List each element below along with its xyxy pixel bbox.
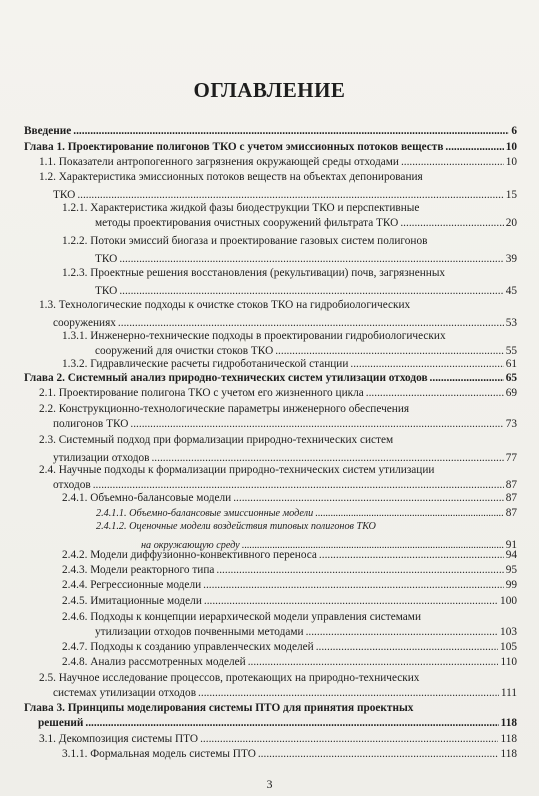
toc-entry-title: 2.4.2. Модели диффузионно-конвективного переноса [62,549,317,561]
toc-entry-2-4-1-1[interactable] [96,507,517,520]
toc-entry-introduction[interactable] [24,125,517,138]
leader-dots [306,626,498,639]
toc-entry-page: 73 [505,418,517,430]
toc-entry-2-4-8[interactable] [62,656,517,669]
toc-entry-1-2-3[interactable] [62,267,517,298]
toc-entry-title-line2: ТКО [95,253,118,265]
toc-entry-page: 110 [500,656,517,668]
toc-entry-title-line2: сооружений для очистки стоков ТКО [95,345,274,357]
toc-entry-title: 2.1. Проектирование полигона ТКО с учетом его жизненного цикла [39,387,364,399]
toc-title: ОГЛАВЛЕНИЕ [193,78,346,102]
toc-entry-title-line2: утилизации отходов [53,452,150,464]
toc-entry-2-5[interactable] [39,672,517,700]
toc-entry-page: 100 [500,595,517,607]
leader-dots [316,641,498,654]
toc-entry-title-line1: 1.2.3. Проектные решения восстановления (рекультивации) почв, загрязненных [62,267,446,279]
leader-dots [366,387,504,400]
toc-entry-page: 45 [505,285,517,297]
toc-entry-2-4-5[interactable] [62,595,517,608]
toc-entry-3-1[interactable] [39,733,517,746]
leader-dots [119,285,503,298]
toc-entry-chapter-2[interactable] [24,372,517,385]
toc-entry-title-line1: 1.3.1. Инженерно-технические подходы в проектировании гидробиологических [62,330,446,342]
toc-entry-page: 10 [505,156,517,168]
toc-entry-1-2[interactable] [39,171,517,202]
toc-entry-page: 87 [505,492,517,504]
toc-entry-page: 61 [505,358,517,370]
toc-entry-title-line2: ТКО [53,189,76,201]
toc-entry-page: 99 [505,579,517,591]
toc-entry-title-line2: методы проектирования очистных сооружений фильтрата ТКО [95,217,399,229]
toc-entry-page: 77 [505,452,517,464]
toc-entry-title: 1.1. Показатели антропогенного загрязнения окружающей среды отходами [39,156,399,168]
toc-entry-title: 2.4.7. Подходы к созданию управленческих моделей [62,641,314,653]
leader-dots [216,564,503,577]
toc-entry-1-2-1[interactable] [62,202,517,230]
toc-entry-2-4[interactable] [39,464,517,492]
toc-entry-title-line2: утилизации отходов почвенными методами [95,626,304,638]
toc-entry-page: 6 [511,125,517,137]
toc-entry-1-3-2[interactable] [62,358,517,371]
toc-entry-title-line2: отходов [53,479,91,491]
toc-entry-title: 3.1. Декомпозиция системы ПТО [39,733,199,745]
toc-entry-page: 91 [505,539,517,551]
toc-entry-page: 69 [505,387,517,399]
toc-entry-title-line1: 2.4.1.2. Оценочные модели воздействия типовых полигонов ТКО [96,521,376,532]
toc-entry-title-line1: 1.2.2. Потоки эмиссий биогаза и проектирование газовых систем полигонов [62,235,428,247]
toc-entry-2-4-2[interactable] [62,549,517,562]
toc-entry-3-1-1[interactable] [62,748,517,761]
toc-entry-page: 118 [500,717,517,729]
toc-entry-title-line1: 1.2. Характеристика эмиссионных потоков веществ на объектах депонирования [39,171,423,183]
toc-entry-title-line2: полигонов ТКО [53,418,129,430]
toc-entry-title: 2.4.5. Имитационные модели [62,595,202,607]
leader-dots [119,253,503,266]
leader-dots [204,595,498,608]
toc-entry-title-line1: 2.3. Системный подход при формализации природно-технических систем [39,434,394,446]
toc-entry-page: 87 [505,507,517,519]
toc-entry-page: 39 [505,253,517,265]
leader-dots [350,358,503,371]
toc-entry-title-line1: 2.5. Научное исследование процессов, протекающих на природно-технических [39,672,420,684]
toc-entry-page: 65 [505,372,517,384]
toc-entry-1-1[interactable] [39,156,517,169]
leader-dots [258,748,499,761]
toc-entry-title: 2.4.1.1. Объемно-балансовые эмиссионные модели [96,508,314,519]
toc-entry-title: 1.3.2. Гидравлические расчеты гидроботанической станции [62,358,349,370]
toc-entry-1-3-1[interactable] [62,330,517,358]
toc-entry-page: 94 [505,549,517,561]
leader-dots [118,317,504,330]
toc-entry-chapter-1[interactable] [24,141,517,154]
toc-entry-title-line2: сооружениях [53,317,116,329]
toc-entry-2-4-1[interactable] [62,492,517,505]
leader-dots [77,189,503,202]
toc-entry-page: 105 [500,641,517,653]
toc-entry-1-3[interactable] [39,299,517,330]
toc-entry-page: 118 [500,733,517,745]
leader-dots [233,492,503,505]
toc-entry-title-line1: 1.3. Технологические подходы к очистке стоков ТКО на гидробиологических [39,299,411,311]
leader-dots [430,372,504,385]
page-number: 3 [266,777,273,791]
leader-dots [200,733,498,746]
toc-entry-page: 87 [505,479,517,491]
toc-entry-title-line2: системах утилизации отходов [53,687,197,699]
toc-entry-title-line1: 1.2.1. Характеристика жидкой фазы биодеструкции ТКО и перспективные [62,202,420,214]
toc-entry-2-4-4[interactable] [62,579,517,592]
toc-entry-title-line1: 2.4.6. Подходы к концепции иерархической модели управления системами [62,611,422,623]
toc-entry-2-4-7[interactable] [62,641,517,654]
toc-entry-page: 10 [505,141,517,153]
toc-entry-title: 2.4.1. Объемно-балансовые модели [62,492,232,504]
toc-entry-title: 2.4.8. Анализ рассмотренных моделей [62,656,246,668]
toc-entry-page: 103 [500,626,517,638]
toc-entry-title-line1: 2.2. Конструкционно-технологические параметры инженерного обеспечения [39,403,410,415]
toc-entry-page: 15 [505,189,517,201]
toc-entry-title: Введение [24,125,72,137]
toc-entry-title-line1: Глава 3. Принципы моделирования системы ПТО для принятия проектных [24,702,414,714]
leader-dots [401,156,504,169]
toc-entry-title-line1: 2.4. Научные подходы к формализации природно-технических систем утилизации [39,464,435,476]
toc-entry-title-line2: ТКО [95,285,118,297]
toc-entry-page: 20 [505,217,517,229]
leader-dots [445,141,503,154]
toc-entry-title-line2: решений [38,717,84,729]
toc-entry-2-4-1-2[interactable] [96,520,517,552]
leader-dots [73,125,509,138]
leader-dots [85,717,498,730]
leader-dots [93,479,504,492]
leader-dots [275,345,503,358]
toc-entry-page: 95 [505,564,517,576]
toc-entry-page: 118 [500,748,517,760]
toc-entry-1-2-2[interactable] [62,235,517,266]
leader-dots [198,687,499,700]
toc-entry-2-4-3[interactable] [62,564,517,577]
toc-entry-2-1[interactable] [39,387,517,400]
toc-entry-2-4-6[interactable] [62,611,517,639]
toc-entry-title-line2: на окружающую среду [141,540,240,551]
toc-entry-page: 111 [500,687,517,699]
toc-entry-2-3[interactable] [39,434,517,465]
toc-entry-title: Глава 2. Системный анализ природно-технических систем утилизации отходов [24,372,428,384]
leader-dots [315,507,504,520]
toc-entry-title: 3.1.1. Формальная модель системы ПТО [62,748,256,760]
leader-dots [400,217,503,230]
toc-entry-page: 55 [505,345,517,357]
toc-entry-title: Глава 1. Проектирование полигонов ТКО с учетом эмиссионных потоков веществ [24,141,444,153]
leader-dots [319,549,504,562]
toc-entry-title: 2.4.3. Модели реакторного типа [62,564,215,576]
toc-entry-2-2[interactable] [39,403,517,431]
leader-dots [130,418,503,431]
toc-entry-page: 53 [505,317,517,329]
toc-entry-title: 2.4.4. Регрессионные модели [62,579,202,591]
leader-dots [203,579,504,592]
leader-dots [248,656,499,669]
toc-entry-chapter-3[interactable] [24,702,517,730]
